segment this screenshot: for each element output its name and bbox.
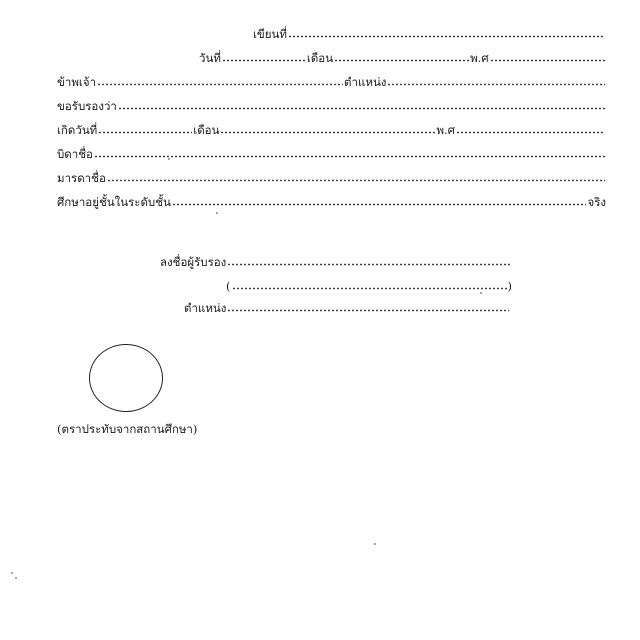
signature-label: ลงชื่อผู้รับรอง	[160, 255, 227, 269]
certify-row	[57, 98, 606, 112]
printed-name-field[interactable]	[232, 287, 507, 290]
open-paren: (	[226, 279, 231, 293]
certify-label: ขอรับรองว่า	[57, 99, 117, 113]
signer-position-field[interactable]	[227, 309, 509, 312]
mother-row	[57, 170, 606, 184]
position-label: ตำแหน่ง	[344, 75, 387, 89]
level-row	[57, 194, 606, 208]
birth-year-label: พ.ศ	[436, 123, 455, 137]
written-at-row	[253, 26, 606, 40]
signer-position-label: ตำแหน่ง	[184, 301, 227, 315]
scan-speck	[168, 158, 170, 160]
birth-month-field[interactable]	[220, 131, 435, 134]
written-at-label: เขียนที่	[253, 27, 287, 41]
birth-year-field[interactable]	[456, 131, 605, 134]
position-field[interactable]	[387, 83, 605, 86]
birth-row	[57, 122, 606, 136]
birth-day-field[interactable]	[98, 131, 192, 134]
birth-day-label: เกิดวันที่	[57, 123, 98, 137]
certify-field[interactable]	[118, 107, 605, 110]
date-month-field[interactable]	[334, 59, 469, 62]
date-month-label: เดือน	[306, 51, 334, 65]
birth-month-label: เดือน	[193, 123, 220, 137]
written-at-field[interactable]	[288, 35, 605, 38]
scan-speck	[11, 572, 13, 574]
signature-row	[160, 254, 512, 268]
father-label: บิดาชื่อ	[57, 147, 93, 161]
father-row	[57, 146, 606, 160]
i-name-row	[57, 74, 606, 88]
father-field[interactable]	[94, 155, 605, 158]
mother-label: มารดาชื่อ	[57, 171, 106, 185]
level-field[interactable]	[172, 203, 587, 206]
i-name-label: ข้าพเจ้า	[57, 75, 97, 89]
scan-speck	[15, 577, 17, 579]
printed-name-row	[226, 278, 512, 292]
mother-field[interactable]	[107, 179, 605, 182]
truly-label: จริง	[587, 195, 606, 209]
scan-speck	[216, 212, 218, 214]
date-year-field[interactable]	[490, 59, 605, 62]
scan-speck	[480, 292, 482, 294]
level-label: ศึกษาอยู่ชั้นในระดับชั้น	[57, 195, 171, 209]
seal-caption: (ตราประทับจากสถานศึกษา)	[57, 422, 198, 436]
signer-position-row	[184, 300, 510, 314]
date-year-label: พ.ศ	[470, 51, 489, 65]
seal-circle	[89, 344, 163, 412]
i-name-field[interactable]	[97, 83, 343, 86]
date-day-field[interactable]	[222, 59, 306, 62]
date-row	[199, 50, 606, 64]
date-day-label: วันที่	[199, 51, 221, 65]
scan-speck	[374, 543, 376, 545]
close-paren: )	[507, 279, 512, 293]
signature-field[interactable]	[227, 263, 511, 266]
